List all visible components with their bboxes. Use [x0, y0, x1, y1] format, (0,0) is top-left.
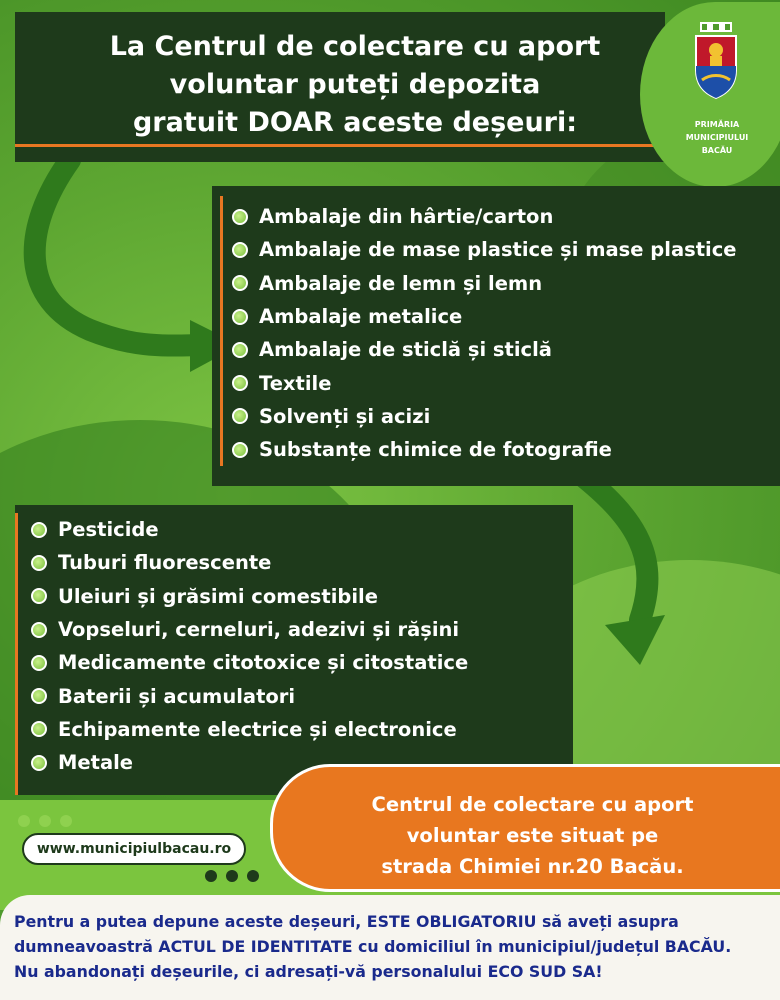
dot-icon	[18, 815, 30, 827]
list-item: Uleiuri și grăsimi comestibile	[31, 580, 468, 613]
bullet-icon	[31, 721, 47, 737]
title-panel	[15, 12, 665, 162]
dot-icon	[247, 870, 259, 882]
bullet-icon	[232, 408, 248, 424]
list-item: Metale	[31, 746, 468, 779]
decorative-dots-top	[18, 815, 72, 827]
bullet-icon	[31, 522, 47, 538]
location-info-box	[270, 764, 780, 892]
bullet-icon	[232, 275, 248, 291]
title-underline	[15, 144, 665, 147]
dot-icon	[39, 815, 51, 827]
list-item: Tuburi fluorescente	[31, 546, 468, 579]
list-item: Vopseluri, cerneluri, adezivi și rășini	[31, 613, 468, 646]
dot-icon	[205, 870, 217, 882]
list-item: Substanțe chimice de fotografie	[232, 433, 737, 466]
list-item: Medicamente citotoxice și citostatice	[31, 646, 468, 679]
bullet-icon	[232, 242, 248, 258]
bullet-icon	[232, 375, 248, 391]
bullet-icon	[232, 342, 248, 358]
list-item: Ambalaje din hârtie/carton	[232, 200, 737, 233]
bullet-icon	[31, 588, 47, 604]
bullet-icon	[31, 622, 47, 638]
bullet-icon	[31, 688, 47, 704]
footer-line: Nu abandonați deșeurile, ci adresați-vă personalului ECO SUD SA!	[14, 962, 603, 981]
list-item: Textile	[232, 366, 737, 399]
dot-icon	[226, 870, 238, 882]
bullet-icon	[31, 555, 47, 571]
footer-line: Pentru a putea depune aceste deșeuri, ESTE OBLIGATORIU să aveți asupra	[14, 912, 679, 931]
footer-notice	[0, 895, 780, 1000]
dot-icon	[60, 815, 72, 827]
decorative-dots-bottom	[205, 870, 259, 882]
bullet-icon	[31, 755, 47, 771]
city-hall-name: PRIMĂRIA MUNICIPIULUI BACĂU	[685, 120, 749, 155]
accepted-waste-list-secondary	[15, 505, 573, 795]
location-text: Centrul de colectare cu aport voluntar este situat pe strada Chimiei nr.20 Bacău.	[371, 793, 694, 878]
list-item: Echipamente electrice și electronice	[31, 713, 468, 746]
bullet-icon	[232, 442, 248, 458]
list-item: Ambalaje de sticlă și sticlă	[232, 333, 737, 366]
accepted-waste-list-primary	[212, 186, 780, 486]
list-item: Ambalaje de mase plastice și mase plastice	[232, 233, 737, 266]
list-item: Baterii și acumulatori	[31, 679, 468, 712]
bullet-icon	[31, 655, 47, 671]
list-item: Solvenți și acizi	[232, 400, 737, 433]
bullet-icon	[232, 209, 248, 225]
website-link[interactable]: www.municipiulbacau.ro	[22, 833, 246, 865]
footer-line: dumneavoastră ACTUL DE IDENTITATE cu domiciliul în municipiul/județul BACĂU.	[14, 937, 732, 956]
list-item: Ambalaje de lemn și lemn	[232, 267, 737, 300]
page-title: La Centrul de colectare cu aport voluntar puteți depozita gratuit DOAR aceste deșeuri:	[109, 31, 601, 138]
bullet-icon	[232, 309, 248, 325]
list-item: Ambalaje metalice	[232, 300, 737, 333]
city-crest-icon	[694, 22, 738, 100]
list-item: Pesticide	[31, 513, 468, 546]
